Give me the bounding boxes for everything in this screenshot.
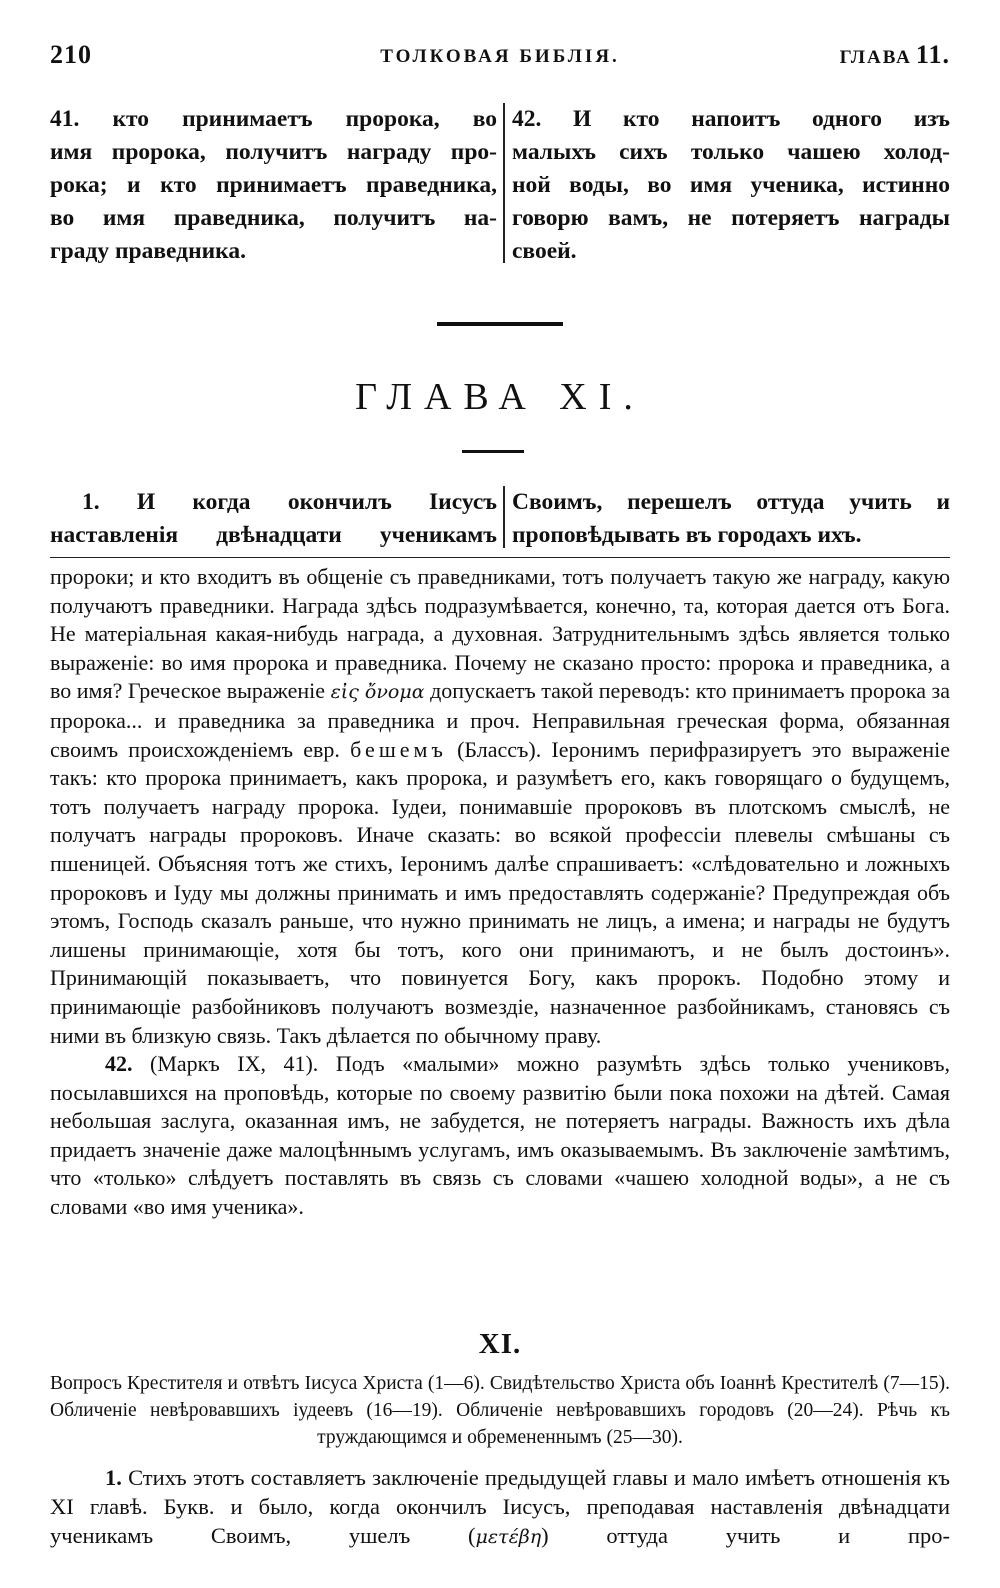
commentary-11-1 <box>50 1463 950 1552</box>
verse-line: Своимъ, перешелъ оттуда учить и <box>512 489 950 515</box>
page-number: 210 <box>50 40 92 69</box>
footnote-rule <box>50 557 950 558</box>
commentary-text: (Блассъ). Іеронимъ перифразируетъ это выраженіе такъ: кто пророка принимаетъ, какъ пророка, и разумѣетъ его, какъ говорящаго о будущемъ, тотъ получаетъ награду пророка. Іудеи, понимавшіе пророковъ въ плотскомъ смыслѣ, не получатъ награды пророковъ. Иначе сказать: во всякой профессіи плевелы смѣшаны съ пшеницей. Объясняя тотъ же стихъ, Іеронимъ далѣе спрашиваетъ: «слѣдовательно и ложныхъ пророковъ и Іуду мы должны принимать и имъ предоставлять содержаніе? Предупреждая объ этомъ, Господь сказалъ раньше, что нужно принимать не лицъ, а имена; и награды не будутъ лишены принимающіе, хотя бы тотъ, кого они принимаютъ, и не былъ достоинъ». Принимающій показываетъ, что повинуется Богу, какъ пророкъ. Подобно этому и принимающіе разбойниковъ получаютъ возмездіе, назначенное разбойникамъ, становясь съ ними въ близкую связь. Такъ дѣлается по обычному праву. <box>50 736 951 1048</box>
verse-line: граду праведника. <box>50 238 246 264</box>
short-rule <box>462 450 524 453</box>
chapter-label <box>840 40 950 70</box>
verses-top <box>50 103 950 273</box>
chapter-word: ГЛАВА <box>839 47 912 68</box>
column-divider <box>503 486 505 548</box>
verse-line: рока; и кто принимаетъ праведника, <box>50 172 497 198</box>
verse-11-1-right <box>512 486 950 552</box>
summary-text: Вопросъ Крестителя и отвѣтъ Іисуса Христа (1—6). Свидѣтельство Христа объ Іоаннѣ Крестителѣ (7—15). Обличеніе невѣровавшихъ іудеевъ (16—19). Обличеніе невѣровавшихъ городовъ (20—24). Рѣчь къ труждающимся и обремененнымъ (25—30). <box>50 1373 950 1448</box>
chapter-number: 11. <box>915 40 950 69</box>
verse-line: своей. <box>512 238 577 264</box>
commentary-text: ) оттуда учить и про- <box>541 1523 950 1548</box>
verse-line: имя пророка, получитъ награду про- <box>50 139 497 165</box>
verse-line: малыхъ сихъ только чашею холод- <box>512 139 950 165</box>
verse-41 <box>50 103 497 268</box>
verse-line: 41. кто принимаетъ пророка, во <box>50 106 497 132</box>
verse-line: говорю вамъ, не потеряетъ награды <box>512 205 950 231</box>
commentary-text: Стихъ этотъ составляетъ заключеніе предыдущей главы и мало имѣетъ отношенія къ XI главѣ. Букв. и было, когда окончилъ Іисусъ, преподавая наставленія двѣнадцати ученикамъ Своимъ, ушелъ ( <box>50 1465 950 1548</box>
ornament-rule <box>437 322 563 326</box>
verse-42 <box>512 103 950 268</box>
chapter-summary <box>50 1370 950 1451</box>
verse-ref-number: 1. <box>105 1465 122 1490</box>
greek-phrase: εἰς ὄνομα <box>330 681 425 704</box>
running-title: ТОЛКОВАЯ БИБЛІЯ. <box>380 46 620 67</box>
column-divider <box>503 103 505 263</box>
commentary-paragraph <box>50 563 950 1050</box>
spaced-word: бешемъ <box>350 736 447 762</box>
verse-line: во имя праведника, получитъ на- <box>50 205 497 231</box>
commentary <box>50 563 950 1222</box>
commentary-text: (Маркъ IX, 41). Подъ «малыми» можно разумѣть здѣсь только учениковъ, посылавшихся на проповѣдь, которые по своему развитію были пока похожи на дѣтей. Самая небольшая заслуга, оказанная имъ, не забудется, не потеряетъ награды. Важность ихъ дѣла придаетъ значеніе даже малоцѣннымъ услугамъ, имъ оказываемымъ. Въ заключеніе замѣтимъ, что «только» слѣдуетъ поставлять въ связь съ словами «чашею холодной воды», а не съ словами «во имя ученика». <box>50 1051 950 1220</box>
section-heading: XI. <box>478 1328 522 1360</box>
commentary-paragraph <box>50 1463 950 1552</box>
verse-line: ной воды, во имя ученика, истинно <box>512 172 950 198</box>
commentary-text: пророки; и кто входитъ въ общеніе съ праведниками, тотъ получаетъ такую же награду, какую получаютъ праведники. Награда здѣсь подразумѣвается, конечно, та, которая дается отъ Бога. Не матеріальная какая-нибудь награда, а духовная. Затруднительнымъ здѣсь является только выраженіе: во имя пророка и праведника. Почему не сказано просто: пророка и праведника, а во имя? Греческое выраженіе <box>50 564 950 704</box>
page-header <box>50 40 950 80</box>
verse-line: 42. И кто напоитъ одного изъ <box>512 106 950 132</box>
verse-line: проповѣдывать въ городахъ ихъ. <box>512 522 862 548</box>
chapter-title: ГЛАВА XI. <box>355 376 645 418</box>
verses-ch11 <box>50 486 950 556</box>
verse-line: наставленія двѣнадцати ученикамъ <box>50 522 497 548</box>
commentary-text: допускаетъ такой переводъ: кто принимаетъ пророка за пророка... и праведника за праведника и проч. Неправильная греческая форма, обязанная своимъ происхожденіемъ евр. <box>50 678 951 762</box>
greek-word: μετέβη <box>475 1526 542 1548</box>
verse-ref-number: 42. <box>105 1051 133 1077</box>
commentary-paragraph <box>50 1050 950 1222</box>
verse-line: 1. И когда окончилъ Іисусъ <box>82 489 497 515</box>
verse-11-1-left <box>50 486 497 552</box>
